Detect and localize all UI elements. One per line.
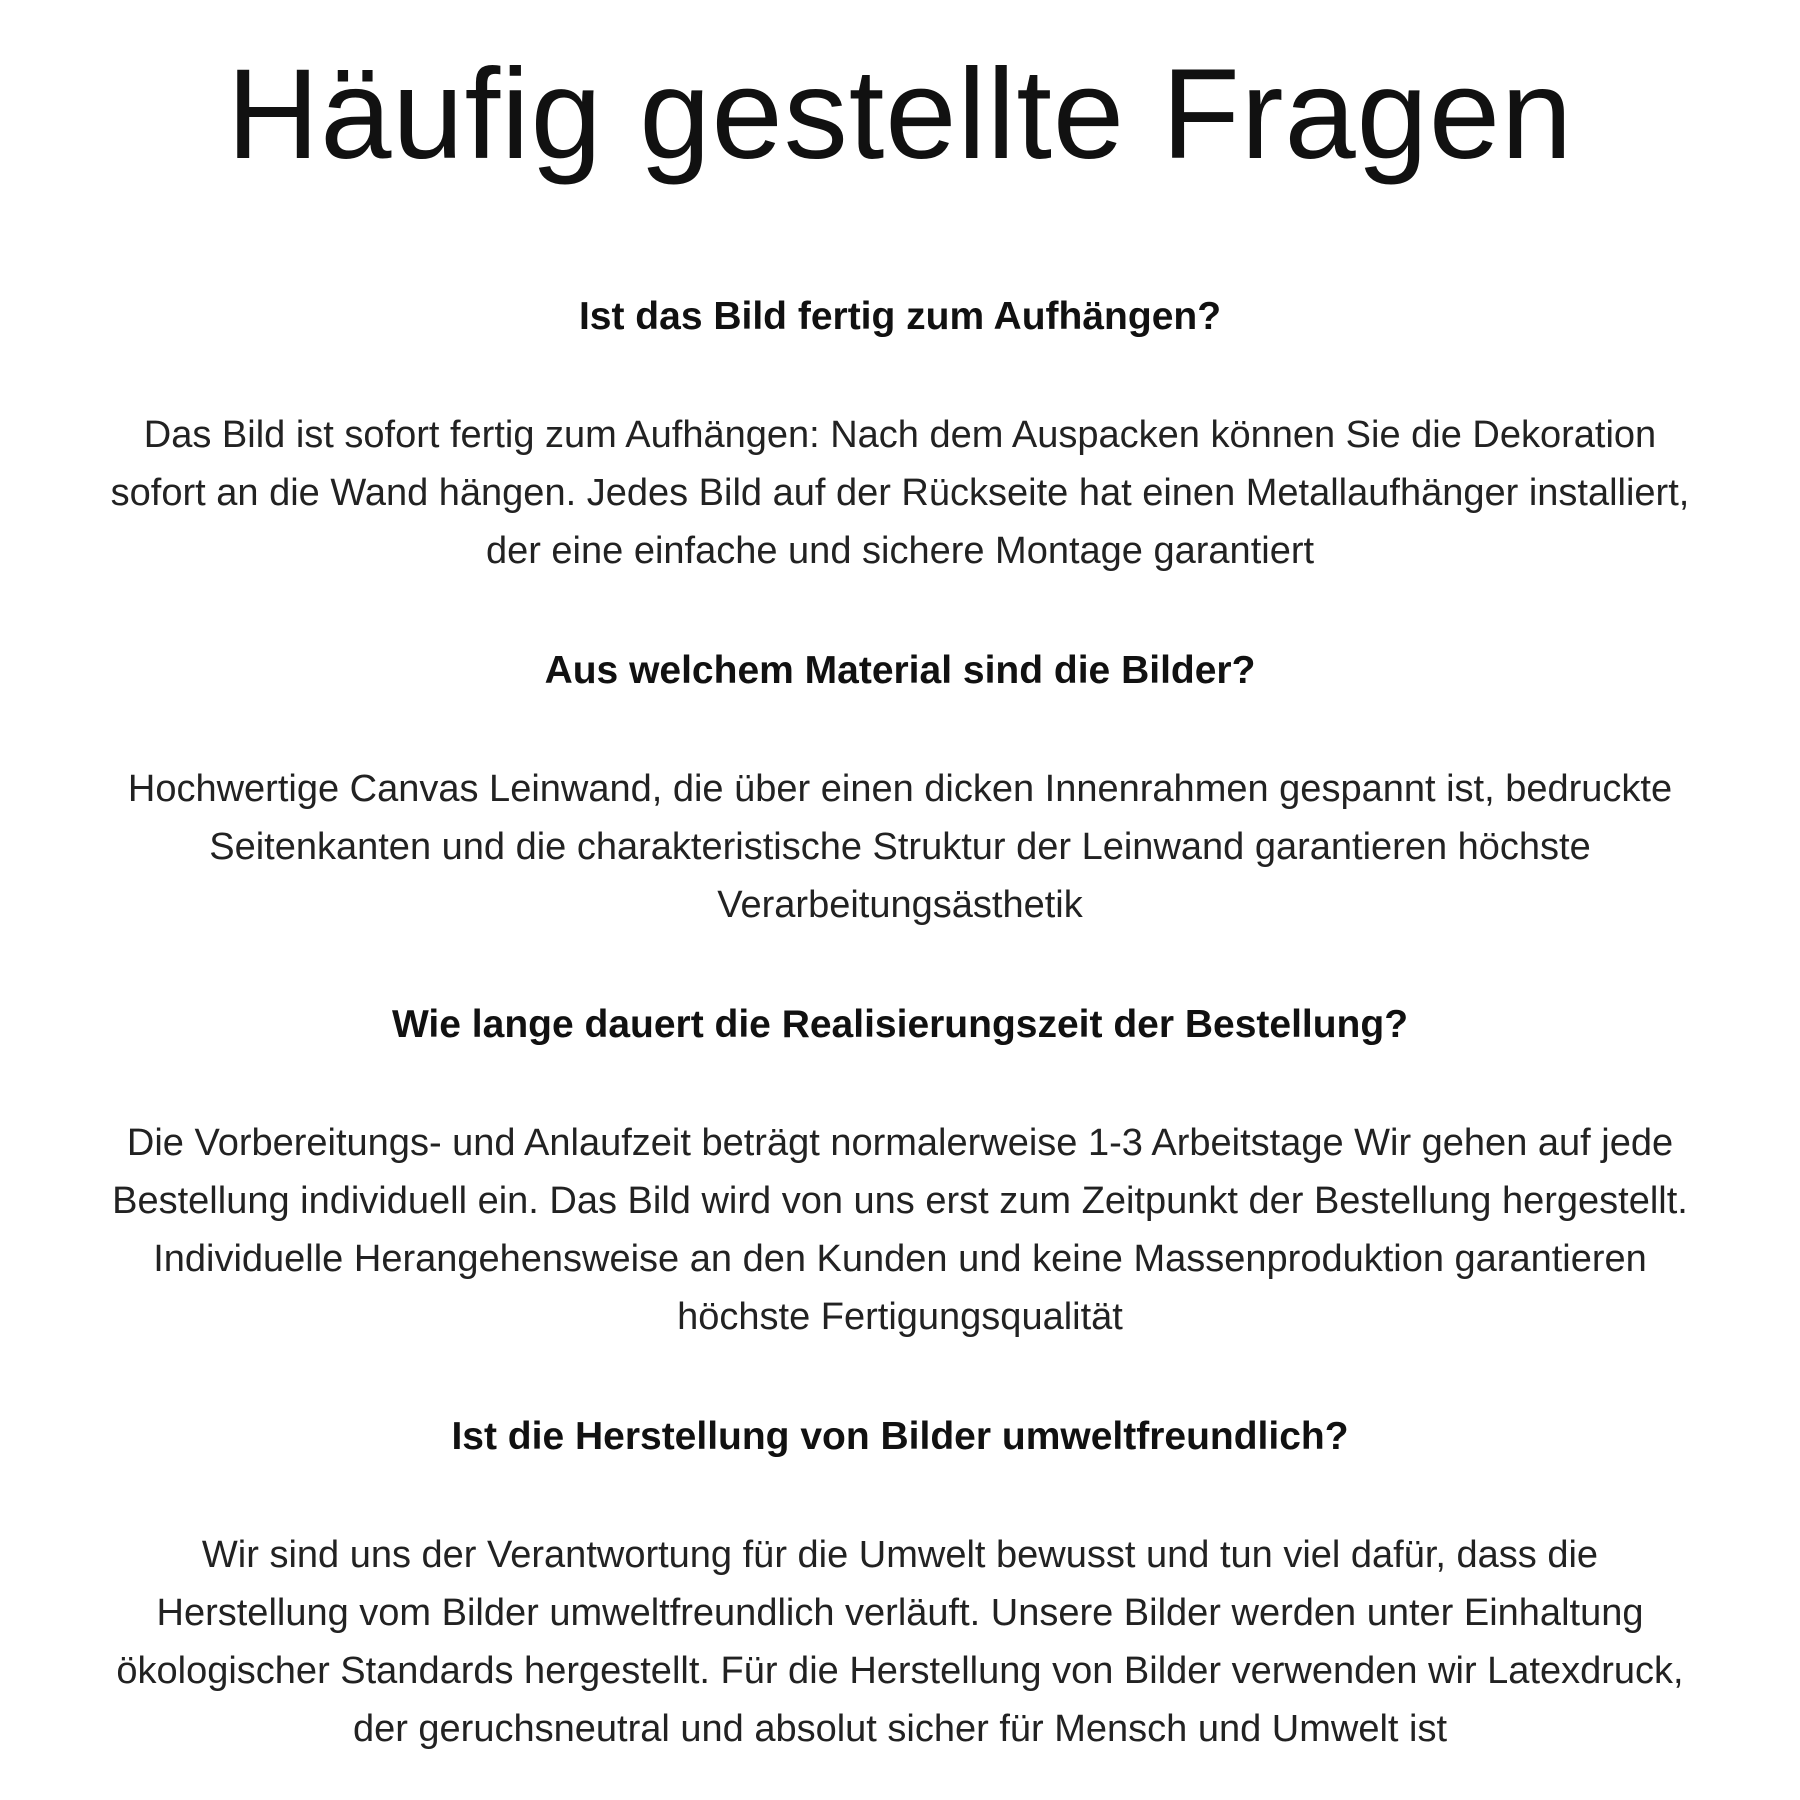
faq-answer-line: Verarbeitungsästhetik [717, 884, 1083, 926]
faq-item [0, 1412, 1800, 1758]
faq-answer-line: höchste Fertigungsqualität [677, 1296, 1123, 1338]
faq-item [0, 1000, 1800, 1346]
faq-answer-line: sofort an die Wand hängen. Jedes Bild auf der Rückseite hat einen Metallaufhänger installiert, [110, 472, 1690, 514]
faq-answer [5, 760, 1795, 934]
faq-answer-line: Wir sind uns der Verantwortung für die Umwelt bewusst und tun viel dafür, dass die [201, 1534, 1599, 1576]
faq-answer [5, 406, 1795, 580]
faq-question: Aus welchem Material sind die Bilder? [544, 649, 1256, 692]
faq-answer-line: Herstellung vom Bilder umweltfreundlich verläuft. Unsere Bilder werden unter Einhaltung [156, 1592, 1644, 1634]
faq-answer-line: Individuelle Herangehensweise an den Kunden und keine Massenproduktion garantieren [153, 1238, 1647, 1280]
faq-answer-line: Bestellung individuell ein. Das Bild wird von uns erst zum Zeitpunkt der Bestellung hergestellt. [112, 1180, 1688, 1222]
faq-answer-line: ökologischer Standards hergestellt. Für die Herstellung von Bilder verwenden wir Latexdruck, [116, 1650, 1684, 1692]
faq-answer-line: Hochwertige Canvas Leinwand, die über einen dicken Innenrahmen gespannt ist, bedruckte [127, 768, 1673, 810]
faq-question: Wie lange dauert die Realisierungszeit der Bestellung? [391, 1003, 1409, 1046]
faq-answer-line: Das Bild ist sofort fertig zum Aufhängen: Nach dem Auspacken können Sie die Dekoration [143, 414, 1657, 456]
faq-question: Ist die Herstellung von Bilder umweltfreundlich? [451, 1415, 1349, 1458]
faq-item [0, 646, 1800, 934]
faq-answer [5, 1526, 1795, 1758]
faq-item [0, 292, 1800, 580]
faq-answer-line: der geruchsneutral und absolut sicher für Mensch und Umwelt ist [352, 1708, 1448, 1750]
faq-answer-line: der eine einfache und sichere Montage garantiert [485, 530, 1315, 572]
page-title: Häufig gestellte Fragen [226, 43, 1574, 186]
faq-question: Ist das Bild fertig zum Aufhängen? [578, 295, 1222, 338]
faq-answer-line: Seitenkanten und die charakteristische Struktur der Leinwand garantieren höchste [209, 826, 1591, 868]
faq-answer [5, 1114, 1795, 1346]
faq-answer-line: Die Vorbereitungs- und Anlaufzeit beträgt normalerweise 1-3 Arbeitstage Wir gehen auf jede [126, 1122, 1674, 1164]
